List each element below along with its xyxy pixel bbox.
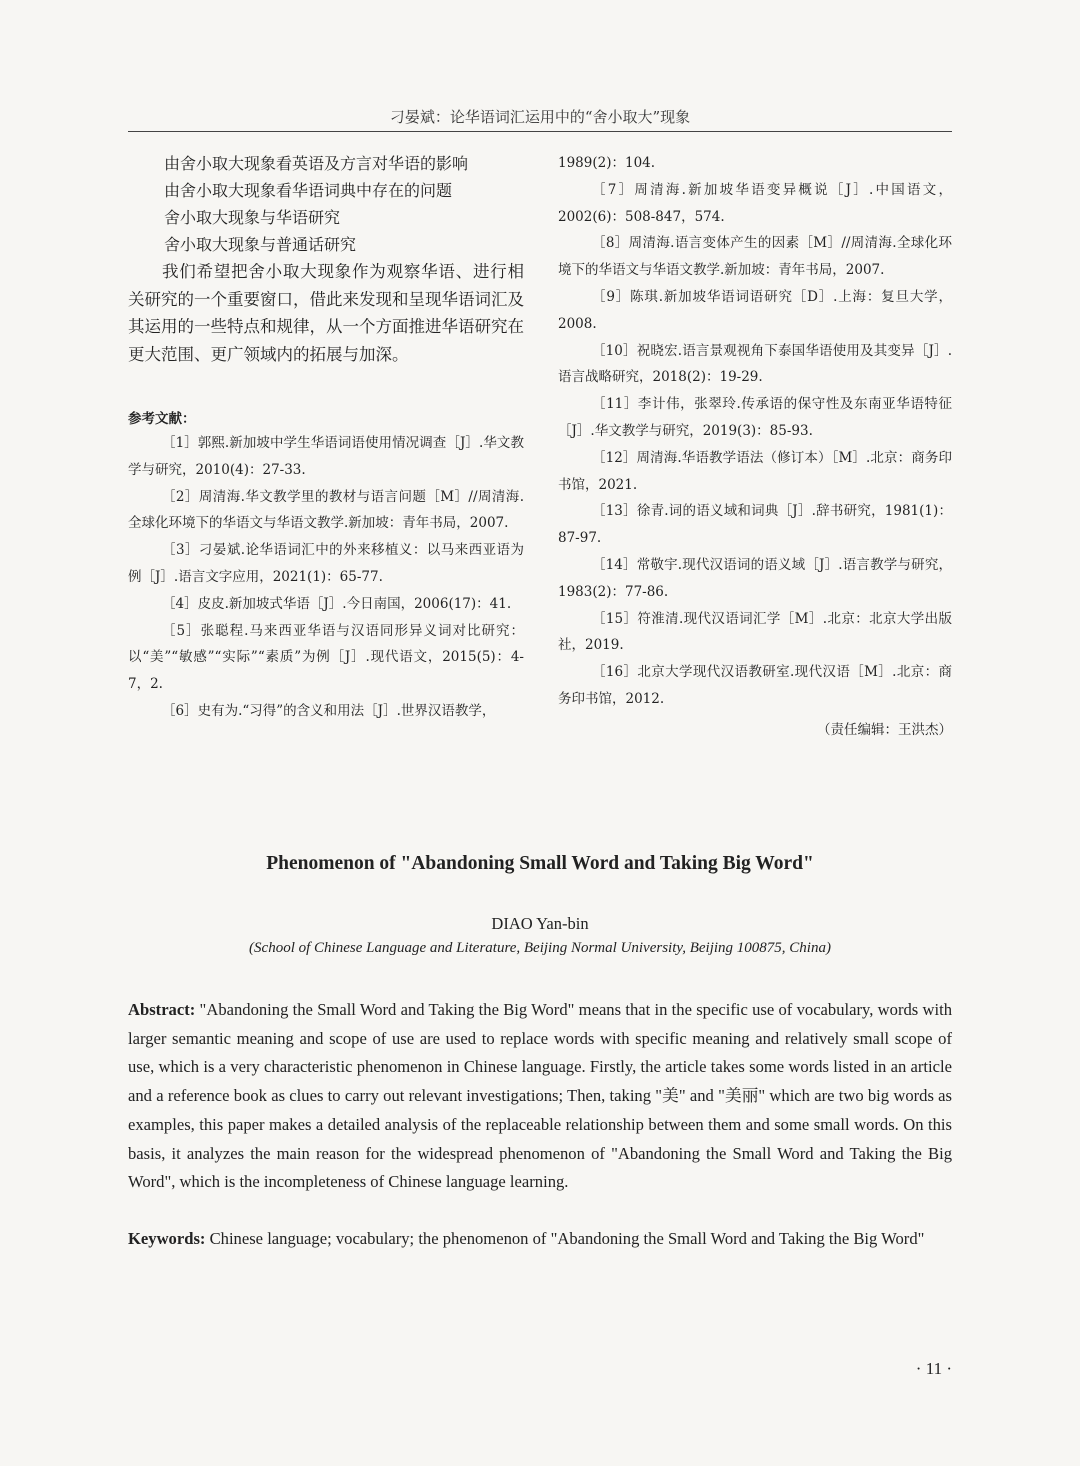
page-number: · 11 · bbox=[915, 1359, 952, 1378]
header-rule bbox=[128, 131, 952, 132]
reference-item: ［5］张聪程.马来西亚华语与汉语同形异义词对比研究：以“美”“敏感”“实际”“素质”为例［J］.现代语文，2015(5)：4-7，2. bbox=[128, 622, 524, 693]
reference-continuation: 1989(2)：104. bbox=[558, 155, 656, 171]
english-title: Phenomenon of "Abandoning Small Word and Taking Big Word" bbox=[266, 853, 814, 874]
reference-item: ［2］周清海.华文教学里的教材与语言问题［M］//周清海.全球化环境下的华语文与华语文教学.新加坡：青年书局，2007. bbox=[128, 488, 524, 532]
outline-item: 舍小取大现象与普通话研究 bbox=[164, 235, 357, 254]
reference-item: ［4］皮皮.新加坡式华语［J］.今日南国，2006(17)：41. bbox=[162, 595, 512, 612]
english-author: DIAO Yan-bin bbox=[491, 914, 589, 933]
outline-item: 舍小取大现象与华语研究 bbox=[164, 208, 341, 227]
reference-item: ［9］陈琪.新加坡华语词语研究［D］.上海：复旦大学，2008. bbox=[558, 288, 952, 332]
keywords-text: Chinese language; vocabulary; the phenomenon of "Abandoning the Small Word and Taking the Big Word" bbox=[205, 1229, 925, 1248]
reference-item: ［16］北京大学现代汉语教研室.现代汉语［M］.北京：商务印书馆，2012. bbox=[558, 664, 952, 707]
body-paragraph: 我们希望把舍小取大现象作为观察华语、进行相关研究的一个重要窗口，借此来发现和呈现华语词汇及其运用的一些特点和规律，从一个方面推进华语研究在更大范围、更广领域内的拓展与加深。 bbox=[128, 262, 524, 364]
running-title: 刁晏斌：论华语词汇运用中的“舍小取大”现象 bbox=[389, 108, 691, 126]
reference-item: ［1］郭熙.新加坡中学生华语词语使用情况调查［J］.华文教学与研究，2010(4)：27-33. bbox=[128, 435, 524, 478]
reference-item: ［8］周清海.语言变体产生的因素［M］//周清海.全球化环境下的华语文与华语文教学.新加坡：青年书局，2007. bbox=[558, 235, 952, 279]
reference-item: ［7］周清海.新加坡华语变异概说［J］.中国语文，2002(6)：508-847，574. bbox=[558, 181, 952, 225]
reference-item: ［12］周清海.华语教学语法（修订本）［M］.北京：商务印书馆，2021. bbox=[558, 449, 952, 493]
references-heading: 参考文献： bbox=[128, 411, 196, 427]
english-affiliation: (School of Chinese Language and Literature, Beijing Normal University, Beijing 100875, China) bbox=[249, 940, 831, 956]
outline-item: 由舍小取大现象看华语词典中存在的问题 bbox=[164, 181, 453, 200]
reference-item: ［10］祝晓宏.语言景观视角下泰国华语使用及其变异［J］.语言战略研究，2018(2)：19-29. bbox=[558, 342, 952, 386]
reference-item: ［13］徐青.词的语义域和词典［J］.辞书研究，1981(1)：87-97. bbox=[558, 503, 952, 547]
editor-note: （责任编辑：王洪杰） bbox=[817, 721, 952, 738]
right-column bbox=[558, 150, 952, 744]
abstract-label: Abstract: bbox=[128, 1000, 196, 1019]
reference-item: ［3］刁晏斌.论华语词汇中的外来移植义：以马来西亚语为例［J］.语言文字应用，2021(1)：65-77. bbox=[128, 542, 524, 585]
english-abstract bbox=[128, 996, 952, 1197]
left-column bbox=[128, 150, 524, 725]
abstract-text: "Abandoning the Small Word and Taking the Big Word" means that in the specific use of vocabulary, words with larger semantic meaning and scope of use are used to replace words with specific meaning and relatively small scope of use, which is a very characteristic phenomenon in Chinese language. Firstly, the article takes some words listed in an article and a reference book as clues to carry out relevant investigations; Then, taking "美" and "美丽" which are two big words as examples, this paper makes a detailed analysis of the replaceable relationship between them and some small words. On this basis, it analyzes the main reason for the widespread phenomenon of "Abandoning the Small Word and Taking the Big Word", which is the incompleteness of Chinese language learning. bbox=[128, 1000, 952, 1192]
english-keywords bbox=[128, 1225, 952, 1254]
reference-item: ［6］史有为.“习得”的含义和用法［J］.世界汉语教学， bbox=[162, 702, 496, 719]
reference-item: ［11］李计伟，张翠玲.传承语的保守性及东南亚华语特征［J］.华文教学与研究，2019(3)：85-93. bbox=[558, 396, 952, 439]
keywords-label: Keywords: bbox=[128, 1229, 206, 1248]
outline-item: 由舍小取大现象看英语及方言对华语的影响 bbox=[164, 154, 469, 173]
reference-item: ［15］符淮清.现代汉语词汇学［M］.北京：北京大学出版社，2019. bbox=[558, 610, 952, 654]
reference-item: ［14］常敬宇.现代汉语词的语义域［J］.语言教学与研究，1983(2)：77-86. bbox=[558, 556, 952, 600]
